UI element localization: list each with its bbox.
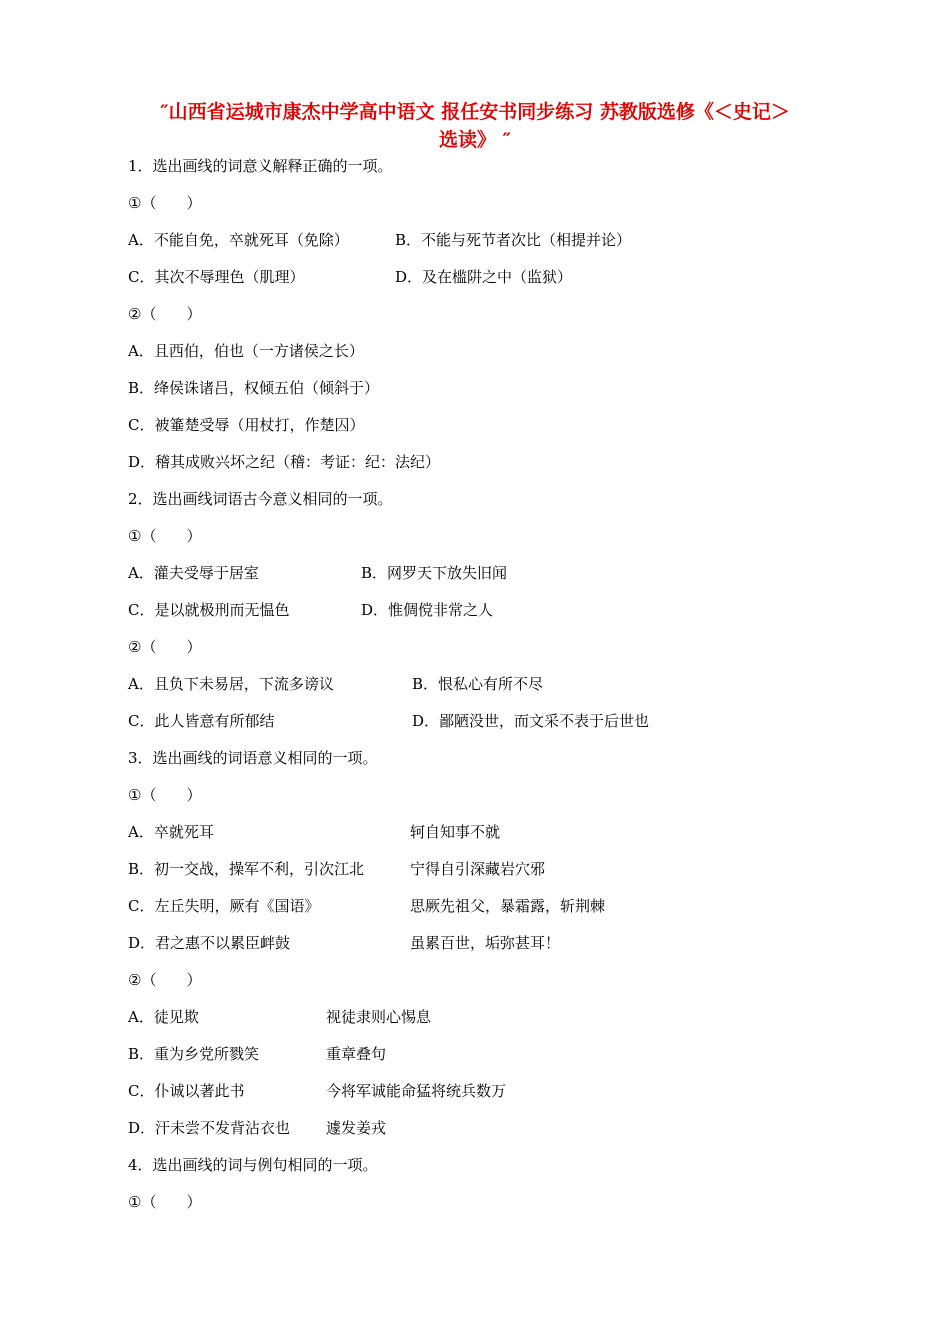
question-4-stem: 4．选出画线的词与例句相同的一项。 xyxy=(128,1156,378,1174)
title-line-1: ″山西省运城市康杰中学高中语文 报任安书同步练习 苏教版选修《＜史记＞ xyxy=(160,101,790,123)
option-b: B．绛侯诛诸吕，权倾五伯（倾斜于） xyxy=(128,379,380,397)
question-2-part-1: ①（ ） xyxy=(128,527,202,545)
question-4-part-1: ①（ ） xyxy=(128,1193,202,1211)
option-d: D．及在槛阱之中（监狱） xyxy=(395,268,573,286)
option-a: A．卒就死耳 xyxy=(128,823,214,841)
option-c: C．仆诚以著此书 xyxy=(128,1082,245,1100)
option-b: B．初一交战，操军不利，引次江北 xyxy=(128,860,365,878)
option-d: D．稽其成败兴坏之纪（稽：考证：纪：法纪） xyxy=(128,453,441,471)
question-3-part-2: ②（ ） xyxy=(128,971,202,989)
option-d-pair: 遽发姜戎 xyxy=(326,1119,387,1137)
question-1-part-1: ①（ ） xyxy=(128,194,202,212)
option-a: A．且负下未易居，下流多谤议 xyxy=(128,675,334,693)
question-3-stem: 3．选出画线的词语意义相同的一项。 xyxy=(128,749,378,767)
option-b-pair: 宁得自引深藏岩穴邪 xyxy=(410,860,546,878)
option-c: C．其次不辱理色（肌理） xyxy=(128,268,305,286)
option-d: D．君之惠不以累臣衅鼓 xyxy=(128,934,291,952)
option-c: C．被箠楚受辱（用杖打，作楚囚） xyxy=(128,416,365,434)
question-2-stem: 2．选出画线词语古今意义相同的一项。 xyxy=(128,490,393,508)
option-c-pair: 思厥先祖父，暴霜露，斩荆棘 xyxy=(410,897,606,915)
question-1-part-2: ②（ ） xyxy=(128,305,202,323)
document-title xyxy=(90,98,860,154)
option-a: A．灌夫受辱于居室 xyxy=(128,564,259,582)
option-b-pair: 重章叠句 xyxy=(326,1045,387,1063)
option-d: D．惟倜傥非常之人 xyxy=(361,601,494,619)
question-2-part-2: ②（ ） xyxy=(128,638,202,656)
question-1-stem: 1．选出画线的词意义解释正确的一项。 xyxy=(128,157,393,175)
option-d: D．鄙陋没世，而文采不表于后世也 xyxy=(412,712,650,730)
option-c: C．是以就极刑而无愠色 xyxy=(128,601,290,619)
option-a: A．不能自免，卒就死耳（免除） xyxy=(128,231,349,249)
option-a: A．且西伯，伯也（一方诸侯之长） xyxy=(128,342,364,360)
option-d: D．汗未尝不发背沾衣也 xyxy=(128,1119,291,1137)
option-a: A．徒见欺 xyxy=(128,1008,199,1026)
option-b: B．恨私心有所不尽 xyxy=(412,675,544,693)
option-c-pair: 今将军诚能命猛将统兵数万 xyxy=(326,1082,507,1100)
option-a-pair: 视徒隶则心惕息 xyxy=(326,1008,432,1026)
option-b: B．不能与死节者次比（相提并论） xyxy=(395,231,632,249)
option-d-pair: 虽累百世，垢弥甚耳！ xyxy=(410,934,561,952)
title-line-2: 选读》 ″ xyxy=(438,129,512,151)
question-3-part-1: ①（ ） xyxy=(128,786,202,804)
option-b: B．重为乡党所戮笑 xyxy=(128,1045,260,1063)
option-c: C．左丘失明，厥有《国语》 xyxy=(128,897,320,915)
option-b: B．网罗天下放失旧闻 xyxy=(361,564,508,582)
option-a-pair: 轲自知事不就 xyxy=(410,823,501,841)
option-c: C．此人皆意有所郁结 xyxy=(128,712,275,730)
